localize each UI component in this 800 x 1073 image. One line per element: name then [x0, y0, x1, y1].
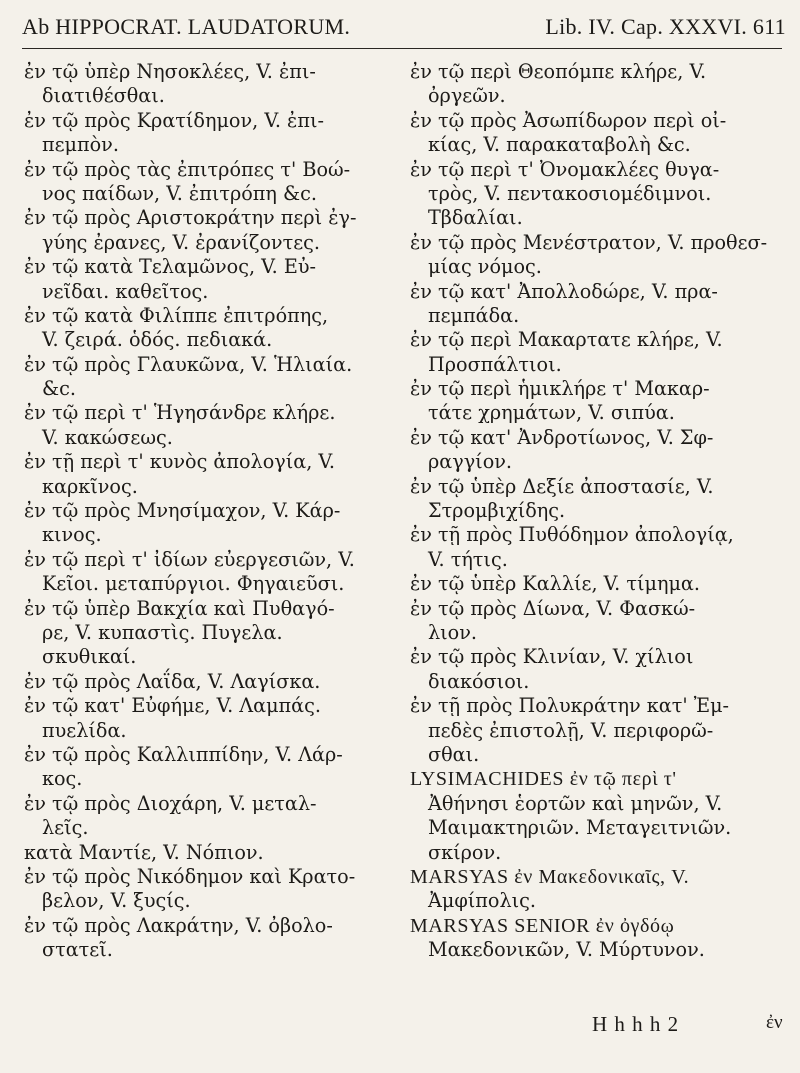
text-line: λεῖς. [42, 816, 89, 840]
text-line: ἐν τῷ περὶ Μακαρτατε κλήρε, V. [410, 328, 723, 352]
text-line: ἐν τῷ περὶ Θεοπόμπε κλήρε, V. [410, 60, 707, 83]
text-line: Ἀθήνησι ἑορτῶν καὶ μηνῶν, V. [428, 791, 723, 815]
text-line: ἐν τῷ πρὸς Γλαυκῶνα, V. Ἡλιαία. [24, 352, 353, 376]
text-line: πεμπὸν. [42, 133, 119, 157]
text-line: ὀργεῶν. [428, 84, 506, 108]
text-line: Τβδαλίαι. [428, 206, 523, 230]
text-line: ἐν τῇ πρὸς Πολυκράτην κατ' Ἐμ- [410, 694, 730, 718]
text-line: ἐν τῷ ὑπὲρ Νησοκλέες, V. ἐπι- [24, 60, 316, 83]
text-line: LYSIMACHIDES ἐν τῷ περὶ τ' [410, 768, 677, 791]
text-line: Μακεδονικῶν, V. Μύρτυνον. [428, 938, 705, 962]
text-line: ρε, V. κυπαστὶς. Πυγελα. [42, 620, 283, 644]
text-line: κινος. [42, 523, 102, 547]
text-line: &c. [42, 377, 76, 401]
text-line: ἐν τῷ πρὸς Αριστοκράτην περὶ ἐγ- [24, 206, 357, 230]
text-line: στατεῖ. [42, 938, 113, 962]
text-line: ἐν τῷ περὶ τ' Ἡγησάνδρε κλήρε. [24, 401, 336, 425]
text-line: κατὰ Μαντίε, V. Νόπιον. [24, 840, 264, 864]
text-line: Στρομβιχίδης. [428, 499, 566, 523]
catchword: ἐν [766, 1012, 783, 1033]
text-line: Μαιμακτηριῶν. Μεταγειτνιῶν. [428, 816, 732, 840]
text-line: ἐν τῷ πρὸς Ἀσωπίδωρον περὶ οἰ- [410, 108, 727, 132]
signature-mark: H h h h 2 [592, 1012, 680, 1036]
text-line: ἐν τῷ πρὸς Κλινίαν, V. χίλιοι [410, 645, 694, 669]
header-title: Ab HIPPOCRAT. LAUDATORUM. [22, 14, 351, 39]
text-line: ἐν τῷ πρὸς Λακράτην, V. ὀβολο- [24, 913, 333, 937]
text-line: ἐν τῷ πρὸς Μενέστρατον, V. προθεσ- [410, 230, 768, 254]
text-line: σκυθικαί. [42, 645, 137, 669]
text-line: ἐν τῷ κατὰ Φιλίππε ἐπιτρόπης, [24, 303, 329, 327]
text-line: σθαι. [428, 742, 480, 766]
text-line: ἐν τῷ πρὸς Νικόδημον καὶ Κρατο- [24, 864, 356, 888]
text-line: Κεῖοι. μεταπύργιοι. Φηγαιεῦσι. [42, 572, 345, 596]
text-line: καρκῖνος. [42, 474, 138, 498]
text-line: πυελίδα. [42, 718, 127, 742]
text-line: V. ζειρά. ὁδός. πεδιακά. [42, 328, 273, 352]
header-rule [22, 48, 782, 49]
text-line: ἐν τῷ πρὸς Λαΐδα, V. Λαγίσκα. [24, 669, 321, 693]
text-line: ἐν τῷ κατ' Ἀνδροτίωνος, V. Σφ- [410, 425, 714, 449]
text-line: ἐν τῷ πρὸς τὰς ἐπιτρόπες τ' Βοώ- [24, 157, 351, 181]
text-line: Ἀμφίπολις. [428, 889, 536, 913]
text-line: ἐν τῷ ὑπὲρ Καλλίε, V. τίμημα. [410, 572, 700, 596]
text-line: ἐν τῷ πρὸς Μνησίμαχον, V. Κάρ- [24, 499, 341, 523]
text-line: ἐν τῷ ὑπὲρ Δεξίε ἀποστασίε, V. [410, 474, 714, 498]
text-line: κος. [42, 767, 83, 791]
text-line: ἐν τῷ κατ' Εὐφήμε, V. Λαμπάς. [24, 694, 321, 718]
header-chapter: Lib. IV. Cap. XXXVI. 611 [545, 14, 786, 39]
text-line: τρὸς, V. πεντακοσιομέδιμνοι. [428, 181, 712, 205]
text-line: γύης ἐρανες, V. ἐρανίζοντες. [42, 230, 320, 254]
text-line: βελον, V. ξυςίς. [42, 889, 191, 913]
text-line: ἐν τῷ περὶ τ' ἰδίων εὐεργεσιῶν, V. [24, 547, 355, 571]
text-line: ἐν τῷ ὑπὲρ Βακχία καὶ Πυθαγό- [24, 596, 335, 620]
text-line: ἐν τῷ περὶ τ' Ὀνομακλέες θυγα- [410, 157, 720, 181]
text-line: ἐν τῷ πρὸς Δίωνα, V. Φασκώ- [410, 596, 696, 620]
text-line: νος παίδων, V. ἐπιτρόπη &c. [42, 181, 317, 205]
text-line: μίας νόμος. [428, 255, 542, 279]
text-line: ἐν τῷ πρὸς Καλλιππίδην, V. Λάρ- [24, 742, 343, 766]
right-column [410, 60, 782, 962]
text-line: ἐν τῷ πρὸς Διοχάρη, V. μεταλ- [24, 791, 317, 815]
text-line: ἐν τῷ κατὰ Τελαμῶνος, V. Εὐ- [24, 255, 317, 279]
text-line: νεῖδαι. καθεῖτος. [42, 279, 209, 303]
text-line: V. κακώσεως. [42, 425, 173, 449]
running-header [22, 10, 786, 46]
text-line: πεδὲς ἐπιστολῇ, V. περιφορῶ- [428, 718, 714, 742]
text-line: MARSYAS SENIOR ἐν ὀγδόῳ [410, 914, 675, 937]
text-line: ἐν τῇ περὶ τ' κυνὸς ἀπολογία, V. [24, 450, 336, 474]
text-line: ἐν τῷ πρὸς Κρατίδημον, V. ἐπι- [24, 108, 324, 132]
text-line: V. τήτις. [428, 547, 508, 571]
text-line: πεμπάδα. [428, 303, 520, 327]
text-line: Προσπάλτιοι. [428, 352, 562, 376]
left-column [24, 60, 396, 962]
text-line: ραγγίον. [428, 450, 513, 474]
text-line: διακόσιοι. [428, 669, 530, 693]
text-line: σκίρον. [428, 840, 502, 864]
text-line: λιον. [428, 620, 477, 644]
text-line: ἐν τῷ κατ' Ἀπολλοδώρε, V. πρα- [410, 279, 718, 303]
text-line: ἐν τῷ περὶ ἡμικλήρε τ' Μακαρ- [410, 377, 710, 401]
text-line: ἐν τῇ πρὸς Πυθόδημον ἀπολογίᾳ, [410, 523, 734, 547]
text-line: MARSYAS ἐν Μακεδονικαῖς, V. [410, 865, 690, 888]
text-line: κίας, V. παρακαταβολὴ &c. [428, 133, 691, 157]
text-line: τάτε χρημάτων, V. σιπύα. [428, 401, 675, 425]
text-line: διατιθέσθαι. [42, 84, 165, 108]
